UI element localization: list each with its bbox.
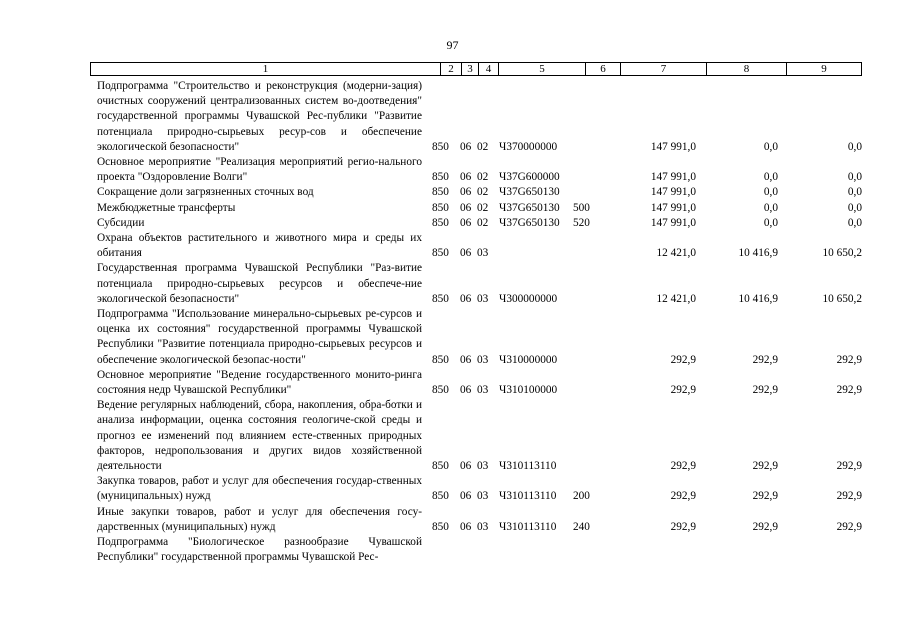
row-value-1: 12 421,0 [656,247,696,260]
row-vr: 240 [573,520,590,533]
table-row [97,307,862,368]
row-csr: Ч310100000 [499,384,558,397]
row-pr: 03 [477,292,489,305]
table-row [97,505,862,535]
row-value-3: 292,9 [836,353,862,366]
header-col-3: 3 [461,62,478,76]
table-header-row [90,62,862,76]
header-col-9: 9 [786,62,862,76]
row-pr: 02 [477,186,489,199]
row-name: Государственная программа Чувашской Республики "Раз-витие потенциала природно-сырьевых ресурсов и обеспече-ние экологической безопасности" [97,262,422,305]
page-number: 97 [446,38,459,52]
row-pr: 02 [477,201,489,214]
row-name: Подпрограмма "Биологическое разнообразие Чувашской Республики" государственной программы Чувашской Рес- [97,536,422,564]
table-row [97,398,862,474]
row-name: Иные закупки товаров, работ и услуг для обеспечения госу-дарственных (муниципальных) нужд [97,505,422,533]
row-rz: 06 [460,460,472,473]
row-gr: 850 [432,460,449,473]
table-row [97,474,862,504]
header-col-6: 6 [585,62,620,76]
row-value-1: 147 991,0 [650,201,696,214]
row-name: Сокращение доли загрязненных сточных вод [97,186,314,199]
row-rz: 06 [460,520,472,533]
row-gr: 850 [432,490,449,503]
row-value-2: 10 416,9 [738,292,778,305]
row-pr: 02 [477,171,489,184]
row-rz: 06 [460,171,472,184]
table-row [97,185,862,200]
table-row [97,535,862,565]
row-pr: 03 [477,490,489,503]
row-value-2: 292,9 [752,353,778,366]
row-pr: 03 [477,247,489,260]
row-value-1: 147 991,0 [650,140,696,153]
row-name: Основное мероприятие "Ведение государственного монито-ринга состояния недр Чувашской Республики" [97,368,422,397]
row-value-3: 292,9 [836,384,862,397]
row-value-1: 147 991,0 [650,171,696,184]
row-value-3: 10 650,2 [822,292,862,305]
header-col-4: 4 [478,62,498,76]
row-value-1: 12 421,0 [656,292,696,305]
row-name: Подпрограмма "Строительство и реконструкция (модерни-зация) очистных сооружений централизованных систем во-доотведения" государственной программы Чувашской Рес-публики "Развитие потенциала природно-сырьевых ресур-сов и обеспечение экологической безопасности" [97,80,422,153]
row-gr: 850 [432,171,449,184]
header-col-2: 2 [440,62,461,76]
header-col-5: 5 [498,62,585,76]
row-value-3: 0,0 [847,186,862,199]
table-row [97,368,862,398]
row-csr: Ч370000000 [499,140,558,153]
row-rz: 06 [460,201,472,214]
row-value-2: 292,9 [752,520,778,533]
row-rz: 06 [460,292,472,305]
table-row [97,261,862,307]
row-csr: Ч310000000 [499,353,558,366]
row-csr: Ч37G650130 [499,216,560,229]
row-name: Закупка товаров, работ и услуг для обеспечения государ-ственных (муниципальных) нужд [97,475,422,503]
row-gr: 850 [432,384,449,397]
row-value-3: 0,0 [847,216,862,229]
row-pr: 03 [477,353,489,366]
row-rz: 06 [460,490,472,503]
row-gr: 850 [432,353,449,366]
row-value-2: 0,0 [763,216,778,229]
row-value-3: 292,9 [836,490,862,503]
row-gr: 850 [432,140,449,153]
row-vr: 200 [573,490,590,503]
row-gr: 850 [432,247,449,260]
row-rz: 06 [460,384,472,397]
row-csr: Ч300000000 [499,292,558,305]
table-row [97,216,862,231]
row-csr: Ч37G650130 [499,186,560,199]
row-gr: 850 [432,292,449,305]
row-gr: 850 [432,201,449,214]
row-name: Основное мероприятие "Реализация мероприятий регио-нального проекта "Оздоровление Волги" [97,156,422,184]
table-row [97,201,862,216]
row-pr: 03 [477,384,489,397]
row-value-2: 10 416,9 [738,247,778,260]
table-row [97,79,862,155]
row-name: Межбюджетные трансферты [97,201,236,214]
row-value-2: 292,9 [752,490,778,503]
row-gr: 850 [432,520,449,533]
row-value-3: 292,9 [836,460,862,473]
row-value-3: 292,9 [836,520,862,533]
row-rz: 06 [460,186,472,199]
row-value-1: 147 991,0 [650,216,696,229]
header-col-7: 7 [620,62,706,76]
header-col-8: 8 [706,62,786,76]
row-value-1: 292,9 [670,490,696,503]
table-row [97,231,862,261]
row-name: Субсидии [97,216,145,229]
table-body [97,79,862,566]
row-csr: Ч310113110 [499,490,557,503]
row-value-2: 0,0 [763,171,778,184]
row-name: Охрана объектов растительного и животного мира и среды их обитания [97,232,422,260]
row-value-3: 0,0 [847,171,862,184]
row-rz: 06 [460,353,472,366]
row-name: Ведение регулярных наблюдений, сбора, накопления, обра-ботки и анализа информации, оценка состояния геологиче-ской среды и прогноз ее изменений под влиянием есте-ственных природных факторов, недропользования и других видов хозяйственной деятельности [97,399,422,473]
row-pr: 03 [477,520,489,533]
row-csr: Ч37G650130 [499,201,560,214]
row-value-1: 292,9 [670,353,696,366]
row-vr: 520 [573,216,590,229]
row-value-3: 0,0 [847,140,862,153]
row-pr: 02 [477,216,489,229]
row-gr: 850 [432,216,449,229]
row-value-1: 292,9 [670,460,696,473]
row-vr: 500 [573,201,590,214]
row-csr: Ч37G600000 [499,171,560,184]
row-rz: 06 [460,140,472,153]
row-name: Подпрограмма "Использование минерально-сырьевых ре-сурсов и оценка их состояния" государственной программы Чувашской Республики "Развитие потенциала природно-сырьевых ресурсов и обеспечение экологической безопас-ности" [97,308,422,366]
row-gr: 850 [432,186,449,199]
row-pr: 02 [477,140,489,153]
row-value-2: 292,9 [752,460,778,473]
row-value-1: 292,9 [670,520,696,533]
row-value-1: 147 991,0 [650,186,696,199]
row-value-2: 0,0 [763,201,778,214]
row-value-2: 0,0 [763,186,778,199]
row-rz: 06 [460,247,472,260]
header-col-1: 1 [90,62,440,76]
row-csr: Ч310113110 [499,520,557,533]
row-pr: 03 [477,460,489,473]
row-value-3: 10 650,2 [822,247,862,260]
row-csr: Ч310113110 [499,460,557,473]
row-value-2: 0,0 [763,140,778,153]
row-value-1: 292,9 [670,384,696,397]
row-value-2: 292,9 [752,384,778,397]
row-rz: 06 [460,216,472,229]
table-row [97,155,862,185]
row-value-3: 0,0 [847,201,862,214]
